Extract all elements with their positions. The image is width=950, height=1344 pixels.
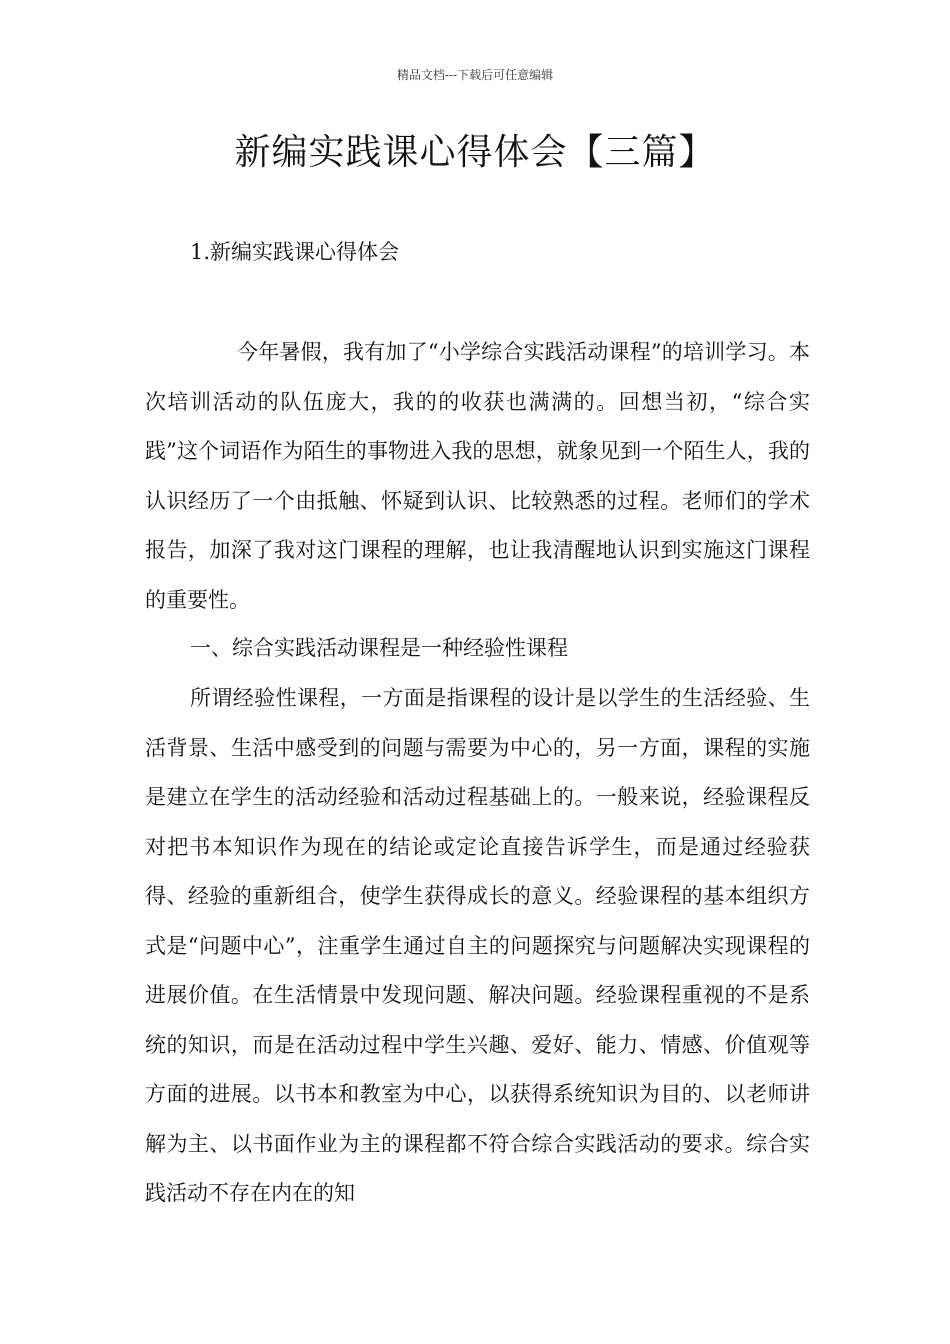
document-title: 新编实践课心得体会【三篇】 — [234, 132, 716, 173]
section-heading: 1.新编实践课心得体会 — [190, 240, 400, 264]
page-header: 精品文档---下载后可任意编辑 — [396, 68, 554, 82]
paragraph-experiential-course: 所谓经验性课程，一方面是指课程的设计是以学生的生活经验、生活背景、生活中感受到的问题与需要为中心的，另一方面，课程的实施是建立在学生的活动经验和活动过程基础上的。一般来说，经验课程反对把书本知识作为现在的结论或定论直接告诉学生，而是通过经验获得、经验的重新组合，使学生获得成长的意义。经验课程的基本组织方式是“问题中心”，注重学生通过自主的问题探究与问题解决实现课程的进展价值。在生活情景中发现问题、解决问题。经验课程重视的不是系统的知识，而是在活动过程中学生兴趣、爱好、能力、情感、价值观等方面的进展。以书本和教室为中心，以获得系统知识为目的、以老师讲解为主、以书面作业为主的课程都不符合综合实践活动的要求。综合实践活动不存在内在的知 — [145, 686, 810, 1205]
paragraph-intro: 今年暑假，我有加了“小学综合实践活动课程”的培训学习。本次培训活动的队伍庞大，我的的收获也满满的。回想当初，“综合实践”这个词语作为陌生的事物进入我的思想，就象见到一个陌生人，我的认识经历了一个由抵触、怀疑到认识、比较熟悉的过程。老师们的学术报告，加深了我对这门课程的理解，也让我清醒地认识到实施这门课程的重要性。 — [145, 340, 810, 612]
subheading-experiential-course: 一、综合实践活动课程是一种经验性课程 — [190, 636, 568, 660]
